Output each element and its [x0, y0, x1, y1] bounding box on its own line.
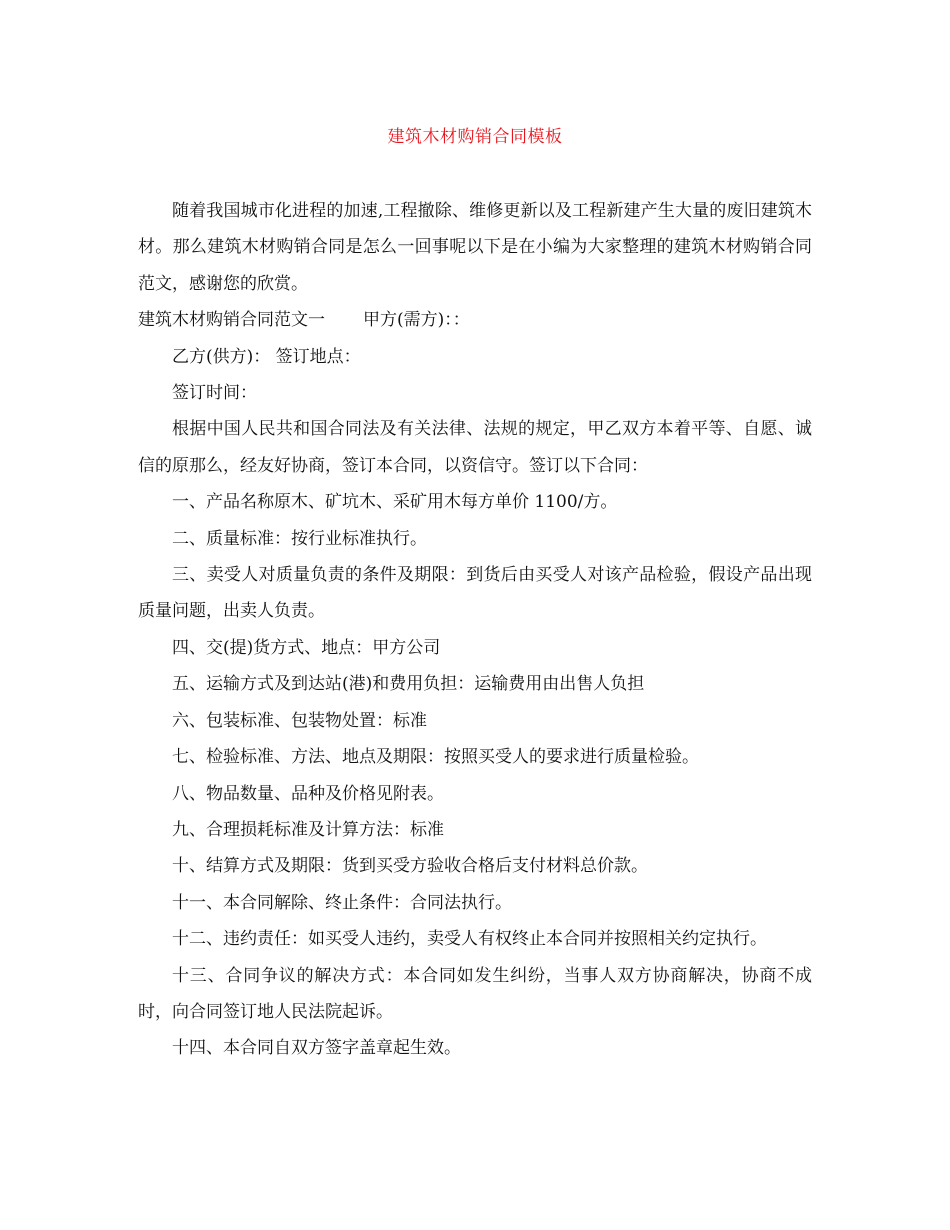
clause-8: 八、物品数量、品种及价格见附表。 [172, 783, 444, 804]
clause-13: 十三、合同争议的解决方式：本合同如发生纠纷，当事人双方协商解决，协商不成时，向合同签订地人民法院起诉。 [138, 965, 812, 1022]
document-title: 建筑木材购销合同模板 [387, 127, 563, 147]
contract-heading: 建筑木材购销合同范文一 [138, 310, 325, 331]
clause-7: 七、检验标准、方法、地点及期限：按照买受人的要求进行质量检验。 [172, 747, 699, 768]
clause-12: 十二、违约责任：如买受人违约，卖受人有权终止本合同并按照相关约定执行。 [172, 929, 767, 950]
clause-1: 一、产品名称原木、矿坑木、采矿用木每方单价 1100/方。 [172, 492, 618, 513]
intro-paragraph: 随着我国城市化进程的加速,工程撤除、维修更新以及工程新建产生大量的废旧建筑木材。那么建筑木材购销合同是怎么一回事呢以下是在小编为大家整理的建筑木材购销合同范文，感谢您的欣赏。 [138, 201, 812, 294]
clause-2: 二、质量标准：按行业标准执行。 [172, 528, 427, 549]
clause-10: 十、结算方式及期限：货到买受方验收合格后支付材料总价款。 [172, 856, 648, 877]
clause-6: 六、包装标准、包装物处置：标准 [172, 710, 427, 731]
sign-time-line: 签订时间： [172, 383, 257, 404]
clause-11: 十一、本合同解除、终止条件：合同法执行。 [172, 892, 512, 913]
clause-14: 十四、本合同自双方签字盖章起生效。 [172, 1038, 461, 1059]
preamble-paragraph: 根据中国人民共和国合同法及有关法律、法规的规定，甲乙双方本着平等、自愿、诚信的原那么，经友好协商，签订本合同，以资信守。签订以下合同： [138, 419, 812, 476]
document-body [138, 193, 812, 1067]
party-b-line: 乙方(供方)： 签订地点： [172, 346, 361, 367]
clause-9: 九、合理损耗标准及计算方法：标准 [172, 819, 444, 840]
clause-3: 三、卖受人对质量负责的条件及期限：到货后由买受人对该产品检验，假设产品出现质量问题，出卖人负责。 [138, 565, 812, 622]
party-a-line: 甲方(需方)：： [363, 310, 470, 331]
clause-4: 四、交(提)货方式、地点：甲方公司 [172, 637, 441, 658]
contract-heading-line [138, 302, 812, 338]
clause-5: 五、运输方式及到达站(港)和费用负担：运输费用由出售人负担 [172, 674, 645, 695]
